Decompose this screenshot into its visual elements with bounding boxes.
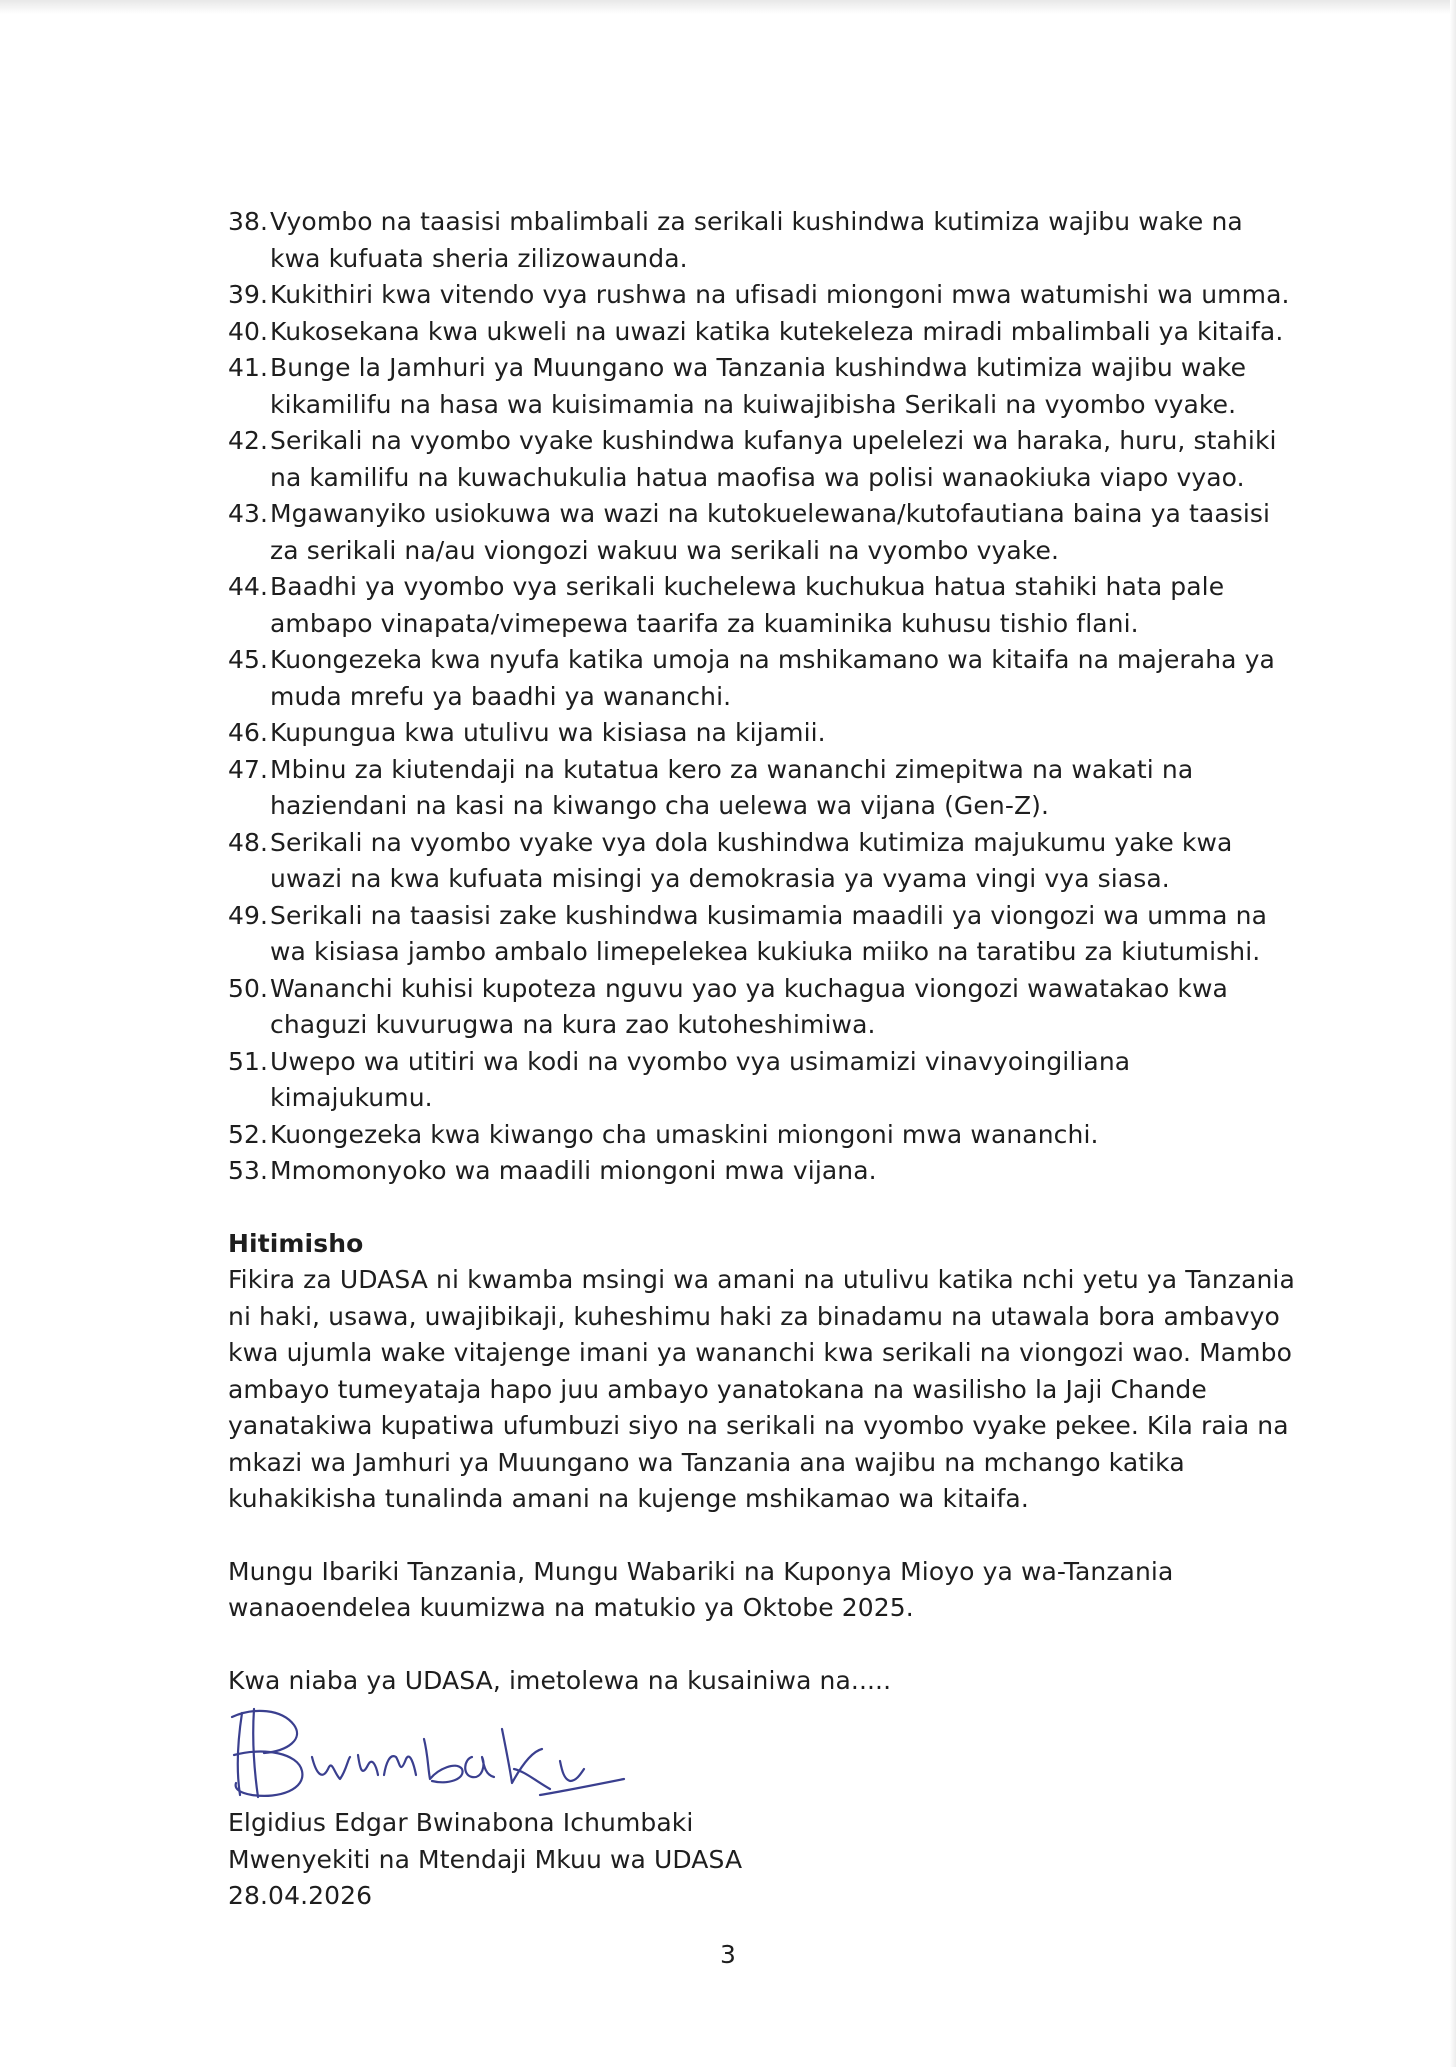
list-item-text: Uwepo wa utitiri wa kodi na vyombo vya usimamizi vinavyoingiliana kimajukumu. <box>270 1046 1131 1112</box>
list-item-number: 49. <box>228 900 269 930</box>
list-item <box>228 350 1298 423</box>
list-item-text: Kukithiri kwa vitendo vya rushwa na ufisadi miongoni mwa watumishi wa umma. <box>270 280 1290 309</box>
list-item-number: 43. <box>228 499 269 528</box>
list-item <box>228 1117 1298 1154</box>
list-item-text: Kuongezeka kwa nyufa katika umoja na mshikamano wa kitaifa na majeraha ya muda mrefu ya baadhi ya wananchi. <box>270 645 1275 711</box>
list-item <box>228 1153 1298 1190</box>
list-item-number: 40. <box>228 316 269 346</box>
list-item <box>228 496 1298 569</box>
list-item-text: Serikali na vyombo vyake kushindwa kufanya upelelezi wa haraka, huru, stahiki na kamilifu na kuwachukulia hatua maofisa wa polisi wanaokiuka viapo vyao. <box>270 426 1277 492</box>
list-item-number: 53. <box>228 1156 269 1185</box>
list-item <box>228 423 1298 496</box>
section-heading: Hitimisho <box>228 1228 364 1258</box>
signatory-name: Elgidius Edgar Bwinabona Ichumbaki <box>228 1808 694 1837</box>
list-item <box>228 715 1298 752</box>
list-item-text: Mmomonyoko wa maadili miongoni mwa vijana. <box>270 1156 877 1185</box>
list-item <box>228 1044 1298 1117</box>
document-body <box>228 204 1298 1915</box>
list-item <box>228 642 1298 715</box>
list-item-number: 42. <box>228 426 269 455</box>
list-item-number: 44. <box>228 572 269 601</box>
list-item-number: 39. <box>228 280 269 309</box>
list-item-number: 41. <box>228 353 269 382</box>
list-item-number: 46. <box>228 718 269 747</box>
list-item-text: Vyombo na taasisi mbalimbali za serikali kushindwa kutimiza wajibu wake na kwa kufuata sheria zilizowaunda. <box>270 207 1243 273</box>
list-item <box>228 971 1298 1044</box>
conclusion-paragraph: Fikira za UDASA ni kwamba msingi wa amani na utulivu katika nchi yetu ya Tanzania ni haki, usawa, uwajibikaji, kuheshimu haki za binadamu na utawala bora ambavyo kwa ujumla wake vitajenge imani ya wananchi kwa serikali na viongozi wao. Mambo ambayo tumeyataja hapo juu ambayo yanatokana na wasilisho la Jaji Chande yanatakiwa kupatiwa ufumbuzi siyo na serikali na vyombo vyake pekee. Kila raia na mkazi wa Jamhuri ya Muungano wa Tanzania ana wajibu na mchango katika kuhakikisha tunalinda amani na kujenge mshikamao wa kitaifa. <box>228 1265 1295 1513</box>
list-item-number: 48. <box>228 827 269 857</box>
list-item-text: Baadhi ya vyombo vya serikali kuchelewa kuchukua hatua stahiki hata pale ambapo vinapata/vimepewa taarifa za kuaminika kuhusu tishio flani. <box>270 572 1225 638</box>
list-item-number: 45. <box>228 645 269 674</box>
list-item-number: 47. <box>228 754 269 784</box>
list-item-text: Mbinu za kiutendaji na kutatua kero za wananchi zimepitwa na wakati na haziendani na kasi na kiwango cha uelewa wa vijana (Gen-Z). <box>270 754 1194 820</box>
signature-date: 28.04.2026 <box>228 1881 373 1910</box>
list-item <box>228 752 1298 825</box>
list-item-number: 38. <box>228 207 269 236</box>
scan-edge-right <box>1450 0 1456 2067</box>
list-item-text: Bunge la Jamhuri ya Muungano wa Tanzania kushindwa kutimiza wajibu wake kikamilifu na hasa wa kuisimamia na kuiwajibisha Serikali na vyombo vyake. <box>270 353 1247 419</box>
list-item-number: 52. <box>228 1119 269 1149</box>
list-item-text: Kukosekana kwa ukweli na uwazi katika kutekeleza miradi mbalimbali ya kitaifa. <box>270 316 1284 346</box>
list-item-text: Mgawanyiko usiokuwa wa wazi na kutokuelewana/kutofautiana baina ya taasisi za serikali na/au viongozi wakuu wa serikali na vyombo vyake. <box>270 499 1271 565</box>
recommendations-list <box>228 204 1298 1190</box>
page-number: 3 <box>720 1940 736 1969</box>
list-item-text: Wananchi kuhisi kupoteza nguvu yao ya kuchagua viongozi wawatakao kwa chaguzi kuvurugwa na kura zao kutoheshimiwa. <box>270 973 1228 1039</box>
signoff-line: Kwa niaba ya UDASA, imetolewa na kusainiwa na..... <box>228 1665 892 1695</box>
list-item-number: 50. <box>228 973 269 1003</box>
list-item <box>228 277 1298 314</box>
handwritten-signature <box>224 1699 644 1809</box>
list-item-text: Serikali na vyombo vyake vya dola kushindwa kutimiza majukumu yake kwa uwazi na kwa kufuata misingi ya demokrasia ya vyama vingi vya siasa. <box>270 827 1233 893</box>
list-item <box>228 204 1298 277</box>
list-item-text: Serikali na taasisi zake kushindwa kusimamia maadili ya viongozi wa umma na wa kisiasa jambo ambalo limepelekea kukiuka miiko na taratibu za kiutumishi. <box>270 900 1267 966</box>
list-item-text: Kuongezeka kwa kiwango cha umaskini miongoni mwa wananchi. <box>270 1119 1099 1149</box>
scan-edge-top <box>0 0 1456 14</box>
blessing-paragraph: Mungu Ibariki Tanzania, Mungu Wabariki na Kuponya Mioyo ya wa-Tanzania wanaoendelea kuumizwa na matukio ya Oktobe 2025. <box>228 1556 1174 1622</box>
list-item-number: 51. <box>228 1046 269 1076</box>
list-item <box>228 898 1298 971</box>
list-item <box>228 825 1298 898</box>
list-item <box>228 314 1298 351</box>
signatory-title: Mwenyekiti na Mtendaji Mkuu wa UDASA <box>228 1844 743 1874</box>
list-item <box>228 569 1298 642</box>
list-item-text: Kupungua kwa utulivu wa kisiasa na kijamii. <box>270 718 826 747</box>
